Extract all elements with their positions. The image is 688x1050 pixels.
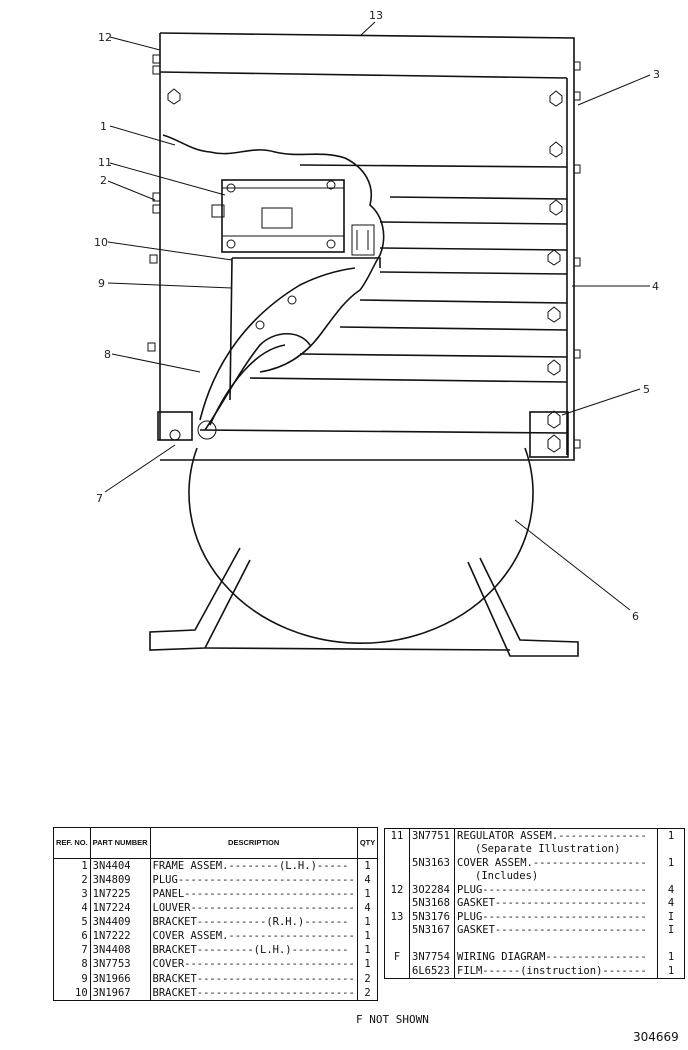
callout-1: 1: [100, 120, 107, 133]
part-number-cell: 3N4408: [90, 944, 150, 958]
table-row: [385, 910, 685, 924]
callout-11: 11: [98, 156, 112, 169]
qty-cell: 1: [364, 958, 371, 971]
ref-cell: 10: [54, 986, 91, 1001]
table-row: [385, 924, 685, 938]
qty-cell: 4: [667, 897, 675, 909]
description-cell: BRACKET-----------(R.H.)-------: [150, 915, 357, 929]
cover-assem-circle: [189, 448, 533, 643]
description-cell: BRACKET---------(L.H.)---------: [150, 944, 357, 958]
ref-cell: 12: [385, 883, 410, 897]
qty-cell: 1: [667, 856, 675, 869]
ref-cell: 1: [54, 859, 91, 874]
qty-cell: 1: [364, 944, 371, 957]
qty-cell: I: [667, 924, 675, 936]
callout-8: 8: [104, 348, 111, 361]
table-row: [54, 929, 378, 943]
description-cell: GASKET------------------------: [455, 897, 658, 911]
table-row: [54, 901, 378, 915]
part-number-cell: 5N3176: [410, 910, 455, 924]
ref-cell: 4: [54, 901, 91, 915]
part-number-cell: 3N7753: [90, 958, 150, 972]
table-row: [54, 915, 378, 929]
table-row: [385, 964, 685, 978]
qty-cell: 1: [667, 829, 675, 842]
part-number-header: PART NUMBER: [90, 828, 150, 859]
description-cell: PLUG--------------------------: [455, 883, 658, 897]
table-row: [385, 856, 685, 870]
part-number-cell: 3N4809: [90, 873, 150, 887]
description-cell: (Separate Illustration): [455, 843, 658, 857]
description-cell: FRAME ASSEM.--------(L.H.)-----: [150, 859, 357, 874]
stand: [150, 548, 578, 656]
part-number-cell: 1N7224: [90, 901, 150, 915]
qty-header: QTY: [357, 828, 377, 859]
table-row: [54, 859, 378, 874]
ref-cell: 6: [54, 929, 91, 943]
ref-cell: 2: [54, 873, 91, 887]
ref-cell: 13: [385, 910, 410, 924]
callout-12: 12: [98, 31, 112, 44]
description-cell: PLUG----------------------------: [150, 873, 357, 887]
table-row: [385, 897, 685, 911]
ref-cell: [385, 964, 410, 978]
table-row: [385, 883, 685, 897]
ref-cell: [385, 870, 410, 884]
description-cell: COVER ASSEM.--------------------: [150, 929, 357, 943]
part-number-cell: 6L6523: [410, 964, 455, 978]
table-row: [385, 843, 685, 857]
part-number-cell: [410, 843, 455, 857]
cover-8: [200, 268, 355, 420]
part-number-cell: [410, 937, 455, 951]
description-cell: COVER ASSEM.------------------: [455, 856, 658, 870]
qty-cell: 2: [364, 986, 371, 999]
ref-cell: [385, 937, 410, 951]
qty-cell: 4: [364, 902, 371, 915]
part-number-cell: 3N7754: [410, 951, 455, 965]
callout-13: 13: [369, 9, 383, 22]
qty-cell: 1: [364, 930, 371, 943]
description-cell: GASKET------------------------: [455, 924, 658, 938]
parts-list-right: [384, 828, 685, 979]
callout-3: 3: [653, 68, 660, 81]
table-row: [54, 958, 378, 972]
description-cell: (Includes): [455, 870, 658, 884]
description-cell: FILM------(instruction)-------: [455, 964, 658, 978]
callout-2: 2: [100, 174, 107, 187]
qty-cell: 1: [667, 964, 675, 977]
part-number-cell: 5N3167: [410, 924, 455, 938]
part-number-cell: [410, 870, 455, 884]
description-cell: PLUG--------------------------: [455, 910, 658, 924]
table-row: [385, 951, 685, 965]
callout-10: 10: [94, 236, 108, 249]
description-cell: LOUVER--------------------------: [150, 901, 357, 915]
callout-6: 6: [632, 610, 639, 623]
louvers: [200, 165, 567, 433]
parts-table-header: [54, 828, 378, 859]
part-number-cell: 3N1967: [90, 986, 150, 1001]
ref-cell: [385, 843, 410, 857]
callout-5: 5: [643, 383, 650, 396]
description-header: DESCRIPTION: [150, 828, 357, 859]
callout-4: 4: [652, 280, 659, 293]
table-row: [54, 873, 378, 887]
table-row: [385, 937, 685, 951]
ref-cell: 9: [54, 972, 91, 986]
description-cell: COVER---------------------------: [150, 958, 357, 972]
part-number-cell: 3O2284: [410, 883, 455, 897]
table-row: [54, 972, 378, 986]
part-number-cell: 1N7222: [90, 929, 150, 943]
leader-lines: [105, 22, 650, 610]
ref-cell: 3: [54, 887, 91, 901]
qty-cell: [658, 870, 685, 884]
ref-cell: F: [385, 951, 410, 965]
qty-cell: 2: [364, 972, 371, 985]
part-number-cell: 3N7751: [410, 829, 455, 843]
ref-cell: 5: [54, 915, 91, 929]
qty-cell: 1: [667, 951, 675, 963]
callout-7: 7: [96, 492, 103, 505]
table-row: [385, 829, 685, 843]
figure-number: 304669: [633, 1030, 679, 1044]
ref-cell: 11: [385, 829, 410, 843]
parts-list-left: [53, 827, 378, 1001]
part-number-cell: 1N7225: [90, 887, 150, 901]
description-cell: REGULATOR ASSEM.--------------: [455, 829, 658, 843]
qty-cell: 4: [364, 873, 371, 886]
qty-cell: 1: [364, 887, 371, 900]
ref-no-header: REF. NO.: [54, 828, 91, 859]
description-cell: [455, 937, 658, 951]
description-cell: WIRING DIAGRAM----------------: [455, 951, 658, 965]
bracket-5: [530, 411, 568, 457]
part-number-cell: 5N3163: [410, 856, 455, 870]
qty-cell: 1: [364, 859, 371, 872]
part-number-cell: 3N1966: [90, 972, 150, 986]
part-number-cell: 5N3168: [410, 897, 455, 911]
table-row: [54, 944, 378, 958]
regulator-assembly: [212, 180, 374, 255]
qty-cell: I: [667, 910, 675, 923]
description-cell: BRACKET-------------------------: [150, 986, 357, 1001]
ref-cell: [385, 856, 410, 870]
description-cell: BRACKET-------------------------: [150, 972, 357, 986]
ref-cell: 8: [54, 958, 91, 972]
qty-cell: 4: [667, 883, 675, 896]
ref-cell: [385, 924, 410, 938]
qty-cell: [658, 843, 685, 857]
part-number-cell: 3N4404: [90, 859, 150, 874]
ref-cell: 7: [54, 944, 91, 958]
footnote: F NOT SHOWN: [356, 1013, 429, 1026]
description-cell: PANEL---------------------------: [150, 887, 357, 901]
table-row: [385, 870, 685, 884]
qty-cell: 1: [364, 916, 371, 929]
qty-cell: [658, 937, 685, 951]
table-row: [54, 887, 378, 901]
part-number-cell: 3N4409: [90, 915, 150, 929]
ref-cell: [385, 897, 410, 911]
callout-9: 9: [98, 277, 105, 290]
table-row: [54, 986, 378, 1001]
